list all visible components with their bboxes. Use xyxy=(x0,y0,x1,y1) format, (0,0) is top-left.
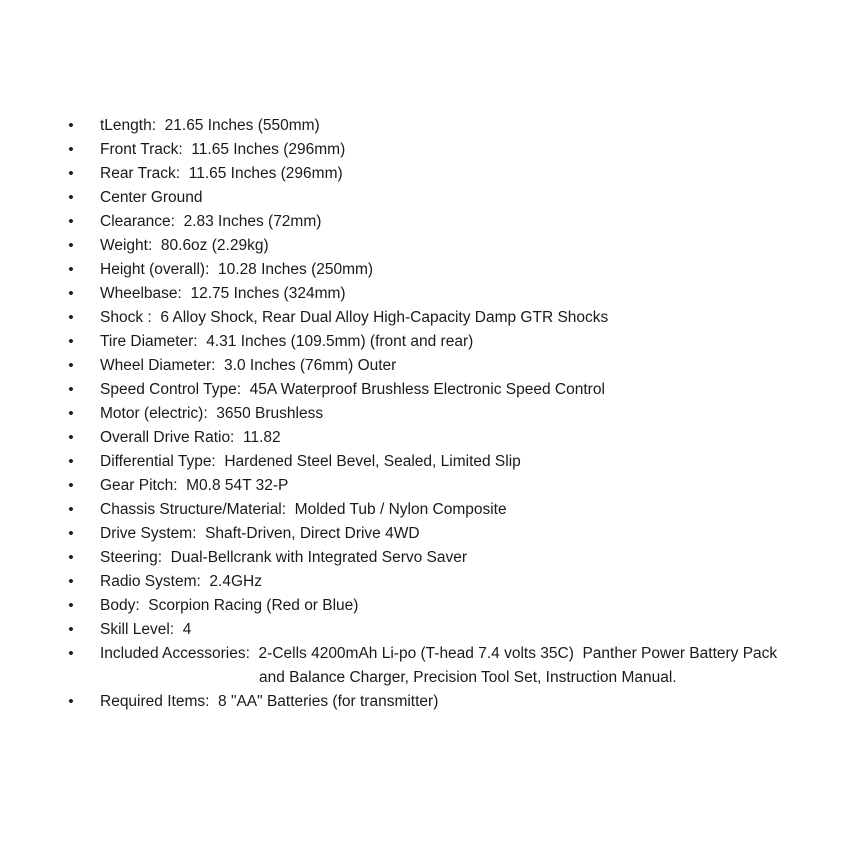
spec-text xyxy=(100,570,262,594)
spec-item-drive-system xyxy=(0,522,862,546)
spec-value: 4.31 Inches (109.5mm) (front and rear) xyxy=(197,333,474,350)
spec-item-speed-control xyxy=(0,378,862,402)
spec-value: 11.65 Inches (296mm) xyxy=(180,165,343,182)
bullet-icon: • xyxy=(68,429,74,446)
spec-text xyxy=(100,546,467,570)
spec-text xyxy=(100,138,345,162)
spec-item-height xyxy=(0,258,862,282)
spec-label: Skill Level: xyxy=(100,621,175,638)
spec-text xyxy=(100,162,343,186)
spec-item-center-ground xyxy=(0,186,862,210)
spec-label: Front Track: xyxy=(100,141,183,158)
spec-value: Scorpion Racing (Red or Blue) xyxy=(139,597,359,614)
spec-label: Speed Control Type: xyxy=(100,381,242,398)
spec-value: M0.8 54T 32-P xyxy=(177,477,289,494)
spec-text xyxy=(100,450,521,474)
spec-value: Molded Tub / Nylon Composite xyxy=(286,501,507,518)
bullet-icon: • xyxy=(68,357,74,374)
spec-text xyxy=(100,594,358,618)
spec-label: Motor (electric): xyxy=(100,405,208,422)
spec-item-steering xyxy=(0,546,862,570)
spec-value: 4 xyxy=(174,621,192,638)
spec-value: 11.65 Inches (296mm) xyxy=(182,141,346,158)
spec-item-length xyxy=(0,114,862,138)
spec-label: Chassis Structure/Material: xyxy=(100,501,287,518)
spec-value: 2.4GHz xyxy=(200,573,262,590)
spec-text xyxy=(100,378,605,402)
spec-value: 80.6oz (2.29kg) xyxy=(152,237,269,254)
spec-item-weight xyxy=(0,234,862,258)
bullet-icon: • xyxy=(68,405,74,422)
spec-text xyxy=(100,330,473,354)
spec-text xyxy=(100,234,269,258)
spec-label: Wheelbase: xyxy=(100,285,182,302)
spec-value: 2-Cells 4200mAh Li-po (T-head 7.4 volts 35C) Panther Power Battery Pack xyxy=(249,645,778,662)
spec-label: Clearance: xyxy=(100,213,175,230)
spec-label: Shock : xyxy=(100,309,152,326)
spec-label: Differential Type: xyxy=(100,453,216,470)
spec-label: Tire Diameter: xyxy=(100,333,198,350)
spec-item-radio-system xyxy=(0,570,862,594)
spec-text xyxy=(100,306,608,330)
spec-value: 3650 Brushless xyxy=(207,405,324,422)
spec-value: 11.82 xyxy=(234,429,281,446)
spec-item-wheelbase xyxy=(0,282,862,306)
bullet-icon: • xyxy=(68,549,74,566)
spec-item-shock xyxy=(0,306,862,330)
spec-text xyxy=(100,402,323,426)
spec-item-tire-diameter xyxy=(0,330,862,354)
bullet-icon: • xyxy=(68,285,74,302)
spec-list xyxy=(0,114,862,714)
bullet-icon: • xyxy=(68,261,74,278)
spec-text xyxy=(100,498,507,522)
spec-text xyxy=(100,618,191,642)
spec-text xyxy=(100,474,288,498)
spec-value: 3.0 Inches (76mm) Outer xyxy=(215,357,397,374)
bullet-icon: • xyxy=(68,189,74,206)
spec-label: Center Ground xyxy=(100,189,203,206)
bullet-icon: • xyxy=(68,645,74,662)
spec-item-body xyxy=(0,594,862,618)
spec-text xyxy=(100,522,420,546)
spec-item-drive-ratio xyxy=(0,426,862,450)
bullet-icon: • xyxy=(68,525,74,542)
spec-item-wheel-diameter xyxy=(0,354,862,378)
spec-value: 12.75 Inches (324mm) xyxy=(181,285,346,302)
spec-label: Drive System: xyxy=(100,525,197,542)
spec-item-skill-level xyxy=(0,618,862,642)
bullet-icon: • xyxy=(68,213,74,230)
spec-text xyxy=(100,426,281,450)
bullet-icon: • xyxy=(68,621,74,638)
spec-label: Wheel Diameter: xyxy=(100,357,216,374)
spec-label: Included Accessories: xyxy=(100,645,250,662)
spec-value: Dual-Bellcrank with Integrated Servo Saver xyxy=(162,549,468,566)
spec-item-required-items xyxy=(0,690,862,714)
spec-label: Overall Drive Ratio: xyxy=(100,429,235,446)
spec-value-continuation: and Balance Charger, Precision Tool Set, Instruction Manual. xyxy=(259,669,677,686)
spec-text xyxy=(100,354,396,378)
spec-label: Rear Track: xyxy=(100,165,181,182)
spec-item-motor xyxy=(0,402,862,426)
spec-text xyxy=(100,114,320,138)
spec-text xyxy=(100,186,203,210)
spec-value: Hardened Steel Bevel, Sealed, Limited Slip xyxy=(215,453,521,470)
spec-value: 8 "AA" Batteries (for transmitter) xyxy=(209,693,439,710)
bullet-icon: • xyxy=(68,477,74,494)
spec-item-differential xyxy=(0,450,862,474)
spec-item-included-accessories xyxy=(0,642,862,690)
bullet-icon: • xyxy=(68,333,74,350)
spec-item-clearance xyxy=(0,210,862,234)
spec-value: 10.28 Inches (250mm) xyxy=(209,261,374,278)
spec-text xyxy=(100,210,321,234)
bullet-icon: • xyxy=(68,237,74,254)
spec-text xyxy=(100,282,346,306)
spec-label: Gear Pitch: xyxy=(100,477,178,494)
bullet-icon: • xyxy=(68,597,74,614)
bullet-icon: • xyxy=(68,381,74,398)
bullet-icon: • xyxy=(68,165,74,182)
bullet-icon: • xyxy=(68,693,74,710)
spec-label: Required Items: xyxy=(100,693,210,710)
spec-label: Body: xyxy=(100,597,140,614)
spec-value: 2.83 Inches (72mm) xyxy=(174,213,322,230)
spec-label: Height (overall): xyxy=(100,261,210,278)
bullet-icon: • xyxy=(68,141,74,158)
spec-item-front-track xyxy=(0,138,862,162)
spec-label: tLength: xyxy=(100,117,157,134)
bullet-icon: • xyxy=(68,573,74,590)
spec-item-rear-track xyxy=(0,162,862,186)
spec-value: 45A Waterproof Brushless Electronic Speed Control xyxy=(241,381,605,398)
spec-text xyxy=(100,258,373,282)
spec-item-chassis xyxy=(0,498,862,522)
bullet-icon: • xyxy=(68,453,74,470)
spec-text xyxy=(100,642,777,666)
spec-value: Shaft-Driven, Direct Drive 4WD xyxy=(196,525,420,542)
spec-label: Steering: xyxy=(100,549,163,566)
spec-label: Weight: xyxy=(100,237,153,254)
bullet-icon: • xyxy=(68,309,74,326)
spec-label: Radio System: xyxy=(100,573,201,590)
spec-item-gear-pitch xyxy=(0,474,862,498)
bullet-icon: • xyxy=(68,501,74,518)
spec-text xyxy=(100,690,438,714)
spec-value: 6 Alloy Shock, Rear Dual Alloy High-Capacity Damp GTR Shocks xyxy=(151,309,609,326)
spec-value: 21.65 Inches (550mm) xyxy=(156,117,320,134)
bullet-icon: • xyxy=(68,117,74,134)
